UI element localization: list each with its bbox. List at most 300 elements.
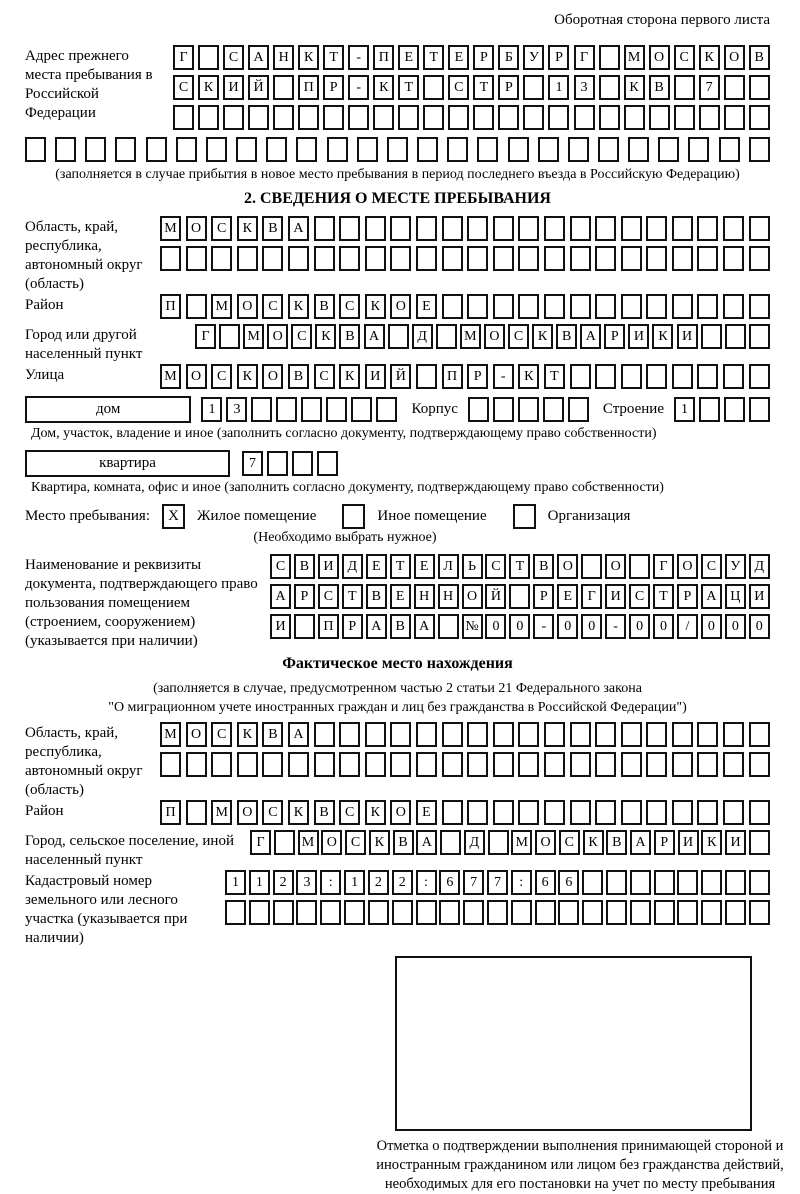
char-cell[interactable] xyxy=(646,722,667,747)
char-cell[interactable] xyxy=(301,397,322,422)
char-cell[interactable] xyxy=(518,294,539,319)
char-cell[interactable] xyxy=(274,830,295,855)
char-cell[interactable] xyxy=(416,246,437,271)
char-cell[interactable] xyxy=(749,364,770,389)
char-cell[interactable] xyxy=(697,246,718,271)
char-cell[interactable] xyxy=(251,397,272,422)
char-cell[interactable] xyxy=(677,870,698,895)
char-cell[interactable]: В xyxy=(393,830,414,855)
char-cell[interactable]: М xyxy=(298,830,319,855)
char-cell[interactable]: 0 xyxy=(509,614,530,639)
char-cell[interactable] xyxy=(339,752,360,777)
char-cell[interactable] xyxy=(198,45,219,70)
char-cell[interactable]: К xyxy=(518,364,539,389)
char-cell[interactable] xyxy=(273,900,294,925)
char-cell[interactable]: Г xyxy=(574,45,595,70)
char-cell[interactable]: П xyxy=(373,45,394,70)
apartment-type-box[interactable]: квартира xyxy=(25,450,230,477)
char-cell[interactable] xyxy=(493,246,514,271)
char-cell[interactable] xyxy=(317,451,338,476)
char-cell[interactable]: И xyxy=(365,364,386,389)
char-cell[interactable]: И xyxy=(605,584,626,609)
char-cell[interactable] xyxy=(236,137,257,162)
char-cell[interactable]: Р xyxy=(294,584,315,609)
char-cell[interactable]: 1 xyxy=(344,870,365,895)
char-cell[interactable] xyxy=(701,900,722,925)
char-cell[interactable] xyxy=(723,216,744,241)
char-cell[interactable]: С xyxy=(629,584,650,609)
char-cell[interactable] xyxy=(365,722,386,747)
char-cell[interactable] xyxy=(320,900,341,925)
char-cell[interactable] xyxy=(672,216,693,241)
char-cell[interactable]: В xyxy=(288,364,309,389)
char-cell[interactable] xyxy=(543,397,564,422)
char-cell[interactable] xyxy=(390,752,411,777)
char-cell[interactable] xyxy=(339,722,360,747)
char-cell[interactable]: П xyxy=(298,75,319,100)
char-cell[interactable]: И xyxy=(223,75,244,100)
char-cell[interactable]: Р xyxy=(548,45,569,70)
char-cell[interactable] xyxy=(248,105,269,130)
char-cell[interactable] xyxy=(658,137,679,162)
char-cell[interactable] xyxy=(473,105,494,130)
char-cell[interactable]: Е xyxy=(366,554,387,579)
char-cell[interactable] xyxy=(416,752,437,777)
char-cell[interactable]: Г xyxy=(653,554,674,579)
char-cell[interactable]: 0 xyxy=(749,614,770,639)
house-type-box[interactable]: дом xyxy=(25,396,191,423)
char-cell[interactable] xyxy=(237,752,258,777)
char-cell[interactable] xyxy=(493,216,514,241)
char-cell[interactable] xyxy=(621,216,642,241)
char-cell[interactable] xyxy=(314,722,335,747)
char-cell[interactable]: 7 xyxy=(487,870,508,895)
char-cell[interactable]: К xyxy=(373,75,394,100)
char-cell[interactable] xyxy=(463,900,484,925)
char-cell[interactable] xyxy=(211,752,232,777)
char-cell[interactable]: С xyxy=(262,800,283,825)
char-cell[interactable] xyxy=(416,216,437,241)
char-cell[interactable] xyxy=(273,75,294,100)
char-cell[interactable]: С xyxy=(270,554,291,579)
char-cell[interactable]: В xyxy=(339,324,360,349)
char-cell[interactable]: К xyxy=(583,830,604,855)
char-cell[interactable]: О xyxy=(535,830,556,855)
char-cell[interactable] xyxy=(628,137,649,162)
char-cell[interactable] xyxy=(448,105,469,130)
char-cell[interactable] xyxy=(749,752,770,777)
char-cell[interactable] xyxy=(630,900,651,925)
char-cell[interactable]: К xyxy=(624,75,645,100)
char-cell[interactable]: Г xyxy=(250,830,271,855)
char-cell[interactable] xyxy=(373,105,394,130)
char-cell[interactable] xyxy=(467,800,488,825)
char-cell[interactable] xyxy=(323,105,344,130)
char-cell[interactable] xyxy=(646,216,667,241)
char-cell[interactable]: К xyxy=(237,722,258,747)
char-cell[interactable]: С xyxy=(485,554,506,579)
char-cell[interactable]: В xyxy=(262,722,283,747)
char-cell[interactable] xyxy=(621,364,642,389)
char-cell[interactable] xyxy=(388,324,409,349)
char-cell[interactable] xyxy=(672,752,693,777)
char-cell[interactable]: П xyxy=(160,800,181,825)
char-cell[interactable] xyxy=(477,137,498,162)
char-cell[interactable] xyxy=(535,900,556,925)
char-cell[interactable] xyxy=(724,75,745,100)
char-cell[interactable]: В xyxy=(294,554,315,579)
char-cell[interactable]: Н xyxy=(438,584,459,609)
char-cell[interactable] xyxy=(621,752,642,777)
char-cell[interactable] xyxy=(314,752,335,777)
char-cell[interactable] xyxy=(186,800,207,825)
char-cell[interactable]: В xyxy=(314,294,335,319)
char-cell[interactable] xyxy=(621,294,642,319)
char-cell[interactable]: С xyxy=(339,294,360,319)
char-cell[interactable]: 7 xyxy=(699,75,720,100)
char-cell[interactable]: М xyxy=(460,324,481,349)
char-cell[interactable] xyxy=(749,900,770,925)
char-cell[interactable]: Р xyxy=(323,75,344,100)
char-cell[interactable] xyxy=(595,722,616,747)
char-cell[interactable]: М xyxy=(211,800,232,825)
char-cell[interactable]: С xyxy=(211,722,232,747)
char-cell[interactable] xyxy=(327,137,348,162)
char-cell[interactable] xyxy=(493,294,514,319)
char-cell[interactable]: К xyxy=(288,800,309,825)
char-cell[interactable] xyxy=(749,870,770,895)
char-cell[interactable]: К xyxy=(365,800,386,825)
char-cell[interactable] xyxy=(568,397,589,422)
char-cell[interactable]: 7 xyxy=(463,870,484,895)
char-cell[interactable]: - xyxy=(348,75,369,100)
char-cell[interactable]: 1 xyxy=(674,397,695,422)
char-cell[interactable]: О xyxy=(677,554,698,579)
char-cell[interactable]: С xyxy=(262,294,283,319)
residential-checkbox[interactable]: X xyxy=(162,504,185,529)
char-cell[interactable] xyxy=(570,216,591,241)
char-cell[interactable] xyxy=(438,614,459,639)
char-cell[interactable] xyxy=(294,614,315,639)
char-cell[interactable]: Р xyxy=(533,584,554,609)
char-cell[interactable]: К xyxy=(237,364,258,389)
char-cell[interactable] xyxy=(288,246,309,271)
char-cell[interactable] xyxy=(701,870,722,895)
char-cell[interactable]: В xyxy=(262,216,283,241)
char-cell[interactable] xyxy=(211,246,232,271)
char-cell[interactable]: 1 xyxy=(548,75,569,100)
char-cell[interactable] xyxy=(518,246,539,271)
char-cell[interactable] xyxy=(442,294,463,319)
char-cell[interactable] xyxy=(672,722,693,747)
char-cell[interactable] xyxy=(467,722,488,747)
char-cell[interactable] xyxy=(85,137,106,162)
char-cell[interactable]: А xyxy=(630,830,651,855)
char-cell[interactable]: : xyxy=(320,870,341,895)
char-cell[interactable]: Т xyxy=(509,554,530,579)
char-cell[interactable] xyxy=(55,137,76,162)
char-cell[interactable] xyxy=(723,246,744,271)
char-cell[interactable]: Р xyxy=(467,364,488,389)
char-cell[interactable] xyxy=(488,830,509,855)
char-cell[interactable] xyxy=(724,105,745,130)
char-cell[interactable] xyxy=(621,246,642,271)
char-cell[interactable]: Т xyxy=(398,75,419,100)
char-cell[interactable] xyxy=(725,900,746,925)
char-cell[interactable]: 2 xyxy=(368,870,389,895)
char-cell[interactable]: 2 xyxy=(273,870,294,895)
char-cell[interactable]: Р xyxy=(604,324,625,349)
char-cell[interactable]: Б xyxy=(498,45,519,70)
char-cell[interactable]: Е xyxy=(398,45,419,70)
char-cell[interactable] xyxy=(568,137,589,162)
char-cell[interactable]: : xyxy=(511,870,532,895)
char-cell[interactable] xyxy=(672,294,693,319)
char-cell[interactable] xyxy=(511,900,532,925)
char-cell[interactable] xyxy=(509,584,530,609)
char-cell[interactable] xyxy=(368,900,389,925)
char-cell[interactable] xyxy=(442,246,463,271)
char-cell[interactable]: А xyxy=(414,614,435,639)
char-cell[interactable] xyxy=(570,364,591,389)
char-cell[interactable] xyxy=(225,900,246,925)
char-cell[interactable]: О xyxy=(557,554,578,579)
char-cell[interactable]: К xyxy=(652,324,673,349)
char-cell[interactable] xyxy=(468,397,489,422)
char-cell[interactable] xyxy=(701,324,722,349)
char-cell[interactable] xyxy=(672,246,693,271)
char-cell[interactable] xyxy=(436,324,457,349)
char-cell[interactable]: М xyxy=(160,364,181,389)
char-cell[interactable] xyxy=(314,216,335,241)
char-cell[interactable] xyxy=(723,722,744,747)
char-cell[interactable]: О xyxy=(605,554,626,579)
char-cell[interactable]: С xyxy=(318,584,339,609)
char-cell[interactable] xyxy=(186,246,207,271)
char-cell[interactable]: А xyxy=(364,324,385,349)
char-cell[interactable]: 0 xyxy=(485,614,506,639)
char-cell[interactable]: М xyxy=(243,324,264,349)
char-cell[interactable] xyxy=(699,397,720,422)
char-cell[interactable] xyxy=(493,722,514,747)
char-cell[interactable]: 0 xyxy=(653,614,674,639)
char-cell[interactable]: Е xyxy=(414,554,435,579)
char-cell[interactable]: П xyxy=(318,614,339,639)
char-cell[interactable] xyxy=(498,105,519,130)
char-cell[interactable]: М xyxy=(511,830,532,855)
char-cell[interactable] xyxy=(582,900,603,925)
char-cell[interactable] xyxy=(674,75,695,100)
char-cell[interactable] xyxy=(595,246,616,271)
char-cell[interactable]: Т xyxy=(342,584,363,609)
char-cell[interactable] xyxy=(523,75,544,100)
char-cell[interactable] xyxy=(387,137,408,162)
char-cell[interactable]: О xyxy=(390,294,411,319)
char-cell[interactable]: С xyxy=(291,324,312,349)
char-cell[interactable]: Ц xyxy=(725,584,746,609)
char-cell[interactable]: О xyxy=(724,45,745,70)
char-cell[interactable]: С xyxy=(223,45,244,70)
char-cell[interactable] xyxy=(423,105,444,130)
char-cell[interactable] xyxy=(439,900,460,925)
char-cell[interactable] xyxy=(376,397,397,422)
char-cell[interactable] xyxy=(595,800,616,825)
char-cell[interactable]: Н xyxy=(414,584,435,609)
char-cell[interactable] xyxy=(570,246,591,271)
char-cell[interactable]: И xyxy=(678,830,699,855)
char-cell[interactable]: О xyxy=(237,800,258,825)
char-cell[interactable] xyxy=(599,105,620,130)
char-cell[interactable] xyxy=(186,752,207,777)
char-cell[interactable]: О xyxy=(186,722,207,747)
char-cell[interactable] xyxy=(544,722,565,747)
char-cell[interactable]: К xyxy=(315,324,336,349)
char-cell[interactable]: 1 xyxy=(225,870,246,895)
char-cell[interactable] xyxy=(467,216,488,241)
char-cell[interactable] xyxy=(314,246,335,271)
char-cell[interactable] xyxy=(595,364,616,389)
char-cell[interactable] xyxy=(672,364,693,389)
char-cell[interactable]: О xyxy=(390,800,411,825)
char-cell[interactable] xyxy=(249,900,270,925)
char-cell[interactable]: С xyxy=(339,800,360,825)
char-cell[interactable] xyxy=(390,246,411,271)
char-cell[interactable] xyxy=(646,294,667,319)
char-cell[interactable]: С xyxy=(508,324,529,349)
char-cell[interactable] xyxy=(697,364,718,389)
char-cell[interactable] xyxy=(417,137,438,162)
char-cell[interactable] xyxy=(697,216,718,241)
char-cell[interactable] xyxy=(672,800,693,825)
char-cell[interactable]: Т xyxy=(544,364,565,389)
char-cell[interactable]: Т xyxy=(423,45,444,70)
char-cell[interactable]: С xyxy=(173,75,194,100)
char-cell[interactable] xyxy=(518,216,539,241)
char-cell[interactable]: К xyxy=(198,75,219,100)
char-cell[interactable]: Т xyxy=(390,554,411,579)
char-cell[interactable] xyxy=(581,554,602,579)
char-cell[interactable]: И xyxy=(749,584,770,609)
char-cell[interactable]: Ь xyxy=(462,554,483,579)
char-cell[interactable]: К xyxy=(701,830,722,855)
char-cell[interactable] xyxy=(544,246,565,271)
char-cell[interactable]: А xyxy=(366,614,387,639)
char-cell[interactable]: И xyxy=(318,554,339,579)
char-cell[interactable]: К xyxy=(288,294,309,319)
char-cell[interactable] xyxy=(688,137,709,162)
char-cell[interactable]: В xyxy=(606,830,627,855)
char-cell[interactable]: Й xyxy=(248,75,269,100)
char-cell[interactable] xyxy=(237,246,258,271)
char-cell[interactable] xyxy=(649,105,670,130)
char-cell[interactable]: 6 xyxy=(558,870,579,895)
char-cell[interactable] xyxy=(697,800,718,825)
char-cell[interactable] xyxy=(206,137,227,162)
char-cell[interactable] xyxy=(725,870,746,895)
char-cell[interactable]: М xyxy=(624,45,645,70)
char-cell[interactable] xyxy=(262,752,283,777)
char-cell[interactable] xyxy=(493,397,514,422)
char-cell[interactable]: 0 xyxy=(725,614,746,639)
char-cell[interactable] xyxy=(365,216,386,241)
char-cell[interactable]: В xyxy=(366,584,387,609)
char-cell[interactable]: С xyxy=(314,364,335,389)
char-cell[interactable]: К xyxy=(699,45,720,70)
char-cell[interactable] xyxy=(186,294,207,319)
char-cell[interactable]: О xyxy=(186,216,207,241)
char-cell[interactable] xyxy=(630,870,651,895)
char-cell[interactable] xyxy=(574,105,595,130)
char-cell[interactable]: А xyxy=(580,324,601,349)
char-cell[interactable] xyxy=(508,137,529,162)
char-cell[interactable]: Д xyxy=(749,554,770,579)
char-cell[interactable] xyxy=(544,752,565,777)
char-cell[interactable]: Г xyxy=(581,584,602,609)
char-cell[interactable]: А xyxy=(416,830,437,855)
char-cell[interactable] xyxy=(621,722,642,747)
char-cell[interactable]: Р xyxy=(342,614,363,639)
char-cell[interactable]: 3 xyxy=(226,397,247,422)
char-cell[interactable] xyxy=(392,900,413,925)
char-cell[interactable]: Р xyxy=(677,584,698,609)
char-cell[interactable]: С xyxy=(674,45,695,70)
char-cell[interactable]: Й xyxy=(485,584,506,609)
char-cell[interactable]: К xyxy=(532,324,553,349)
char-cell[interactable] xyxy=(487,900,508,925)
char-cell[interactable]: К xyxy=(339,364,360,389)
char-cell[interactable]: Т xyxy=(473,75,494,100)
char-cell[interactable]: 1 xyxy=(201,397,222,422)
char-cell[interactable] xyxy=(160,752,181,777)
char-cell[interactable]: О xyxy=(462,584,483,609)
char-cell[interactable] xyxy=(570,800,591,825)
char-cell[interactable] xyxy=(544,800,565,825)
char-cell[interactable]: И xyxy=(677,324,698,349)
char-cell[interactable]: Л xyxy=(438,554,459,579)
char-cell[interactable]: Е xyxy=(390,584,411,609)
char-cell[interactable] xyxy=(723,752,744,777)
char-cell[interactable] xyxy=(173,105,194,130)
char-cell[interactable]: С xyxy=(211,216,232,241)
char-cell[interactable] xyxy=(723,294,744,319)
char-cell[interactable]: О xyxy=(262,364,283,389)
char-cell[interactable]: В xyxy=(649,75,670,100)
char-cell[interactable] xyxy=(176,137,197,162)
organization-checkbox[interactable] xyxy=(513,504,536,529)
char-cell[interactable] xyxy=(749,105,770,130)
char-cell[interactable]: Н xyxy=(273,45,294,70)
char-cell[interactable]: 3 xyxy=(296,870,317,895)
char-cell[interactable] xyxy=(749,294,770,319)
char-cell[interactable] xyxy=(160,246,181,271)
char-cell[interactable]: К xyxy=(365,294,386,319)
char-cell[interactable]: 6 xyxy=(439,870,460,895)
char-cell[interactable] xyxy=(296,900,317,925)
char-cell[interactable]: К xyxy=(369,830,390,855)
char-cell[interactable]: Т xyxy=(323,45,344,70)
char-cell[interactable] xyxy=(621,800,642,825)
char-cell[interactable] xyxy=(348,105,369,130)
char-cell[interactable]: 0 xyxy=(701,614,722,639)
char-cell[interactable] xyxy=(390,722,411,747)
char-cell[interactable] xyxy=(351,397,372,422)
char-cell[interactable] xyxy=(423,75,444,100)
char-cell[interactable]: 2 xyxy=(392,870,413,895)
char-cell[interactable] xyxy=(398,105,419,130)
char-cell[interactable] xyxy=(697,294,718,319)
char-cell[interactable] xyxy=(326,397,347,422)
char-cell[interactable]: К xyxy=(298,45,319,70)
